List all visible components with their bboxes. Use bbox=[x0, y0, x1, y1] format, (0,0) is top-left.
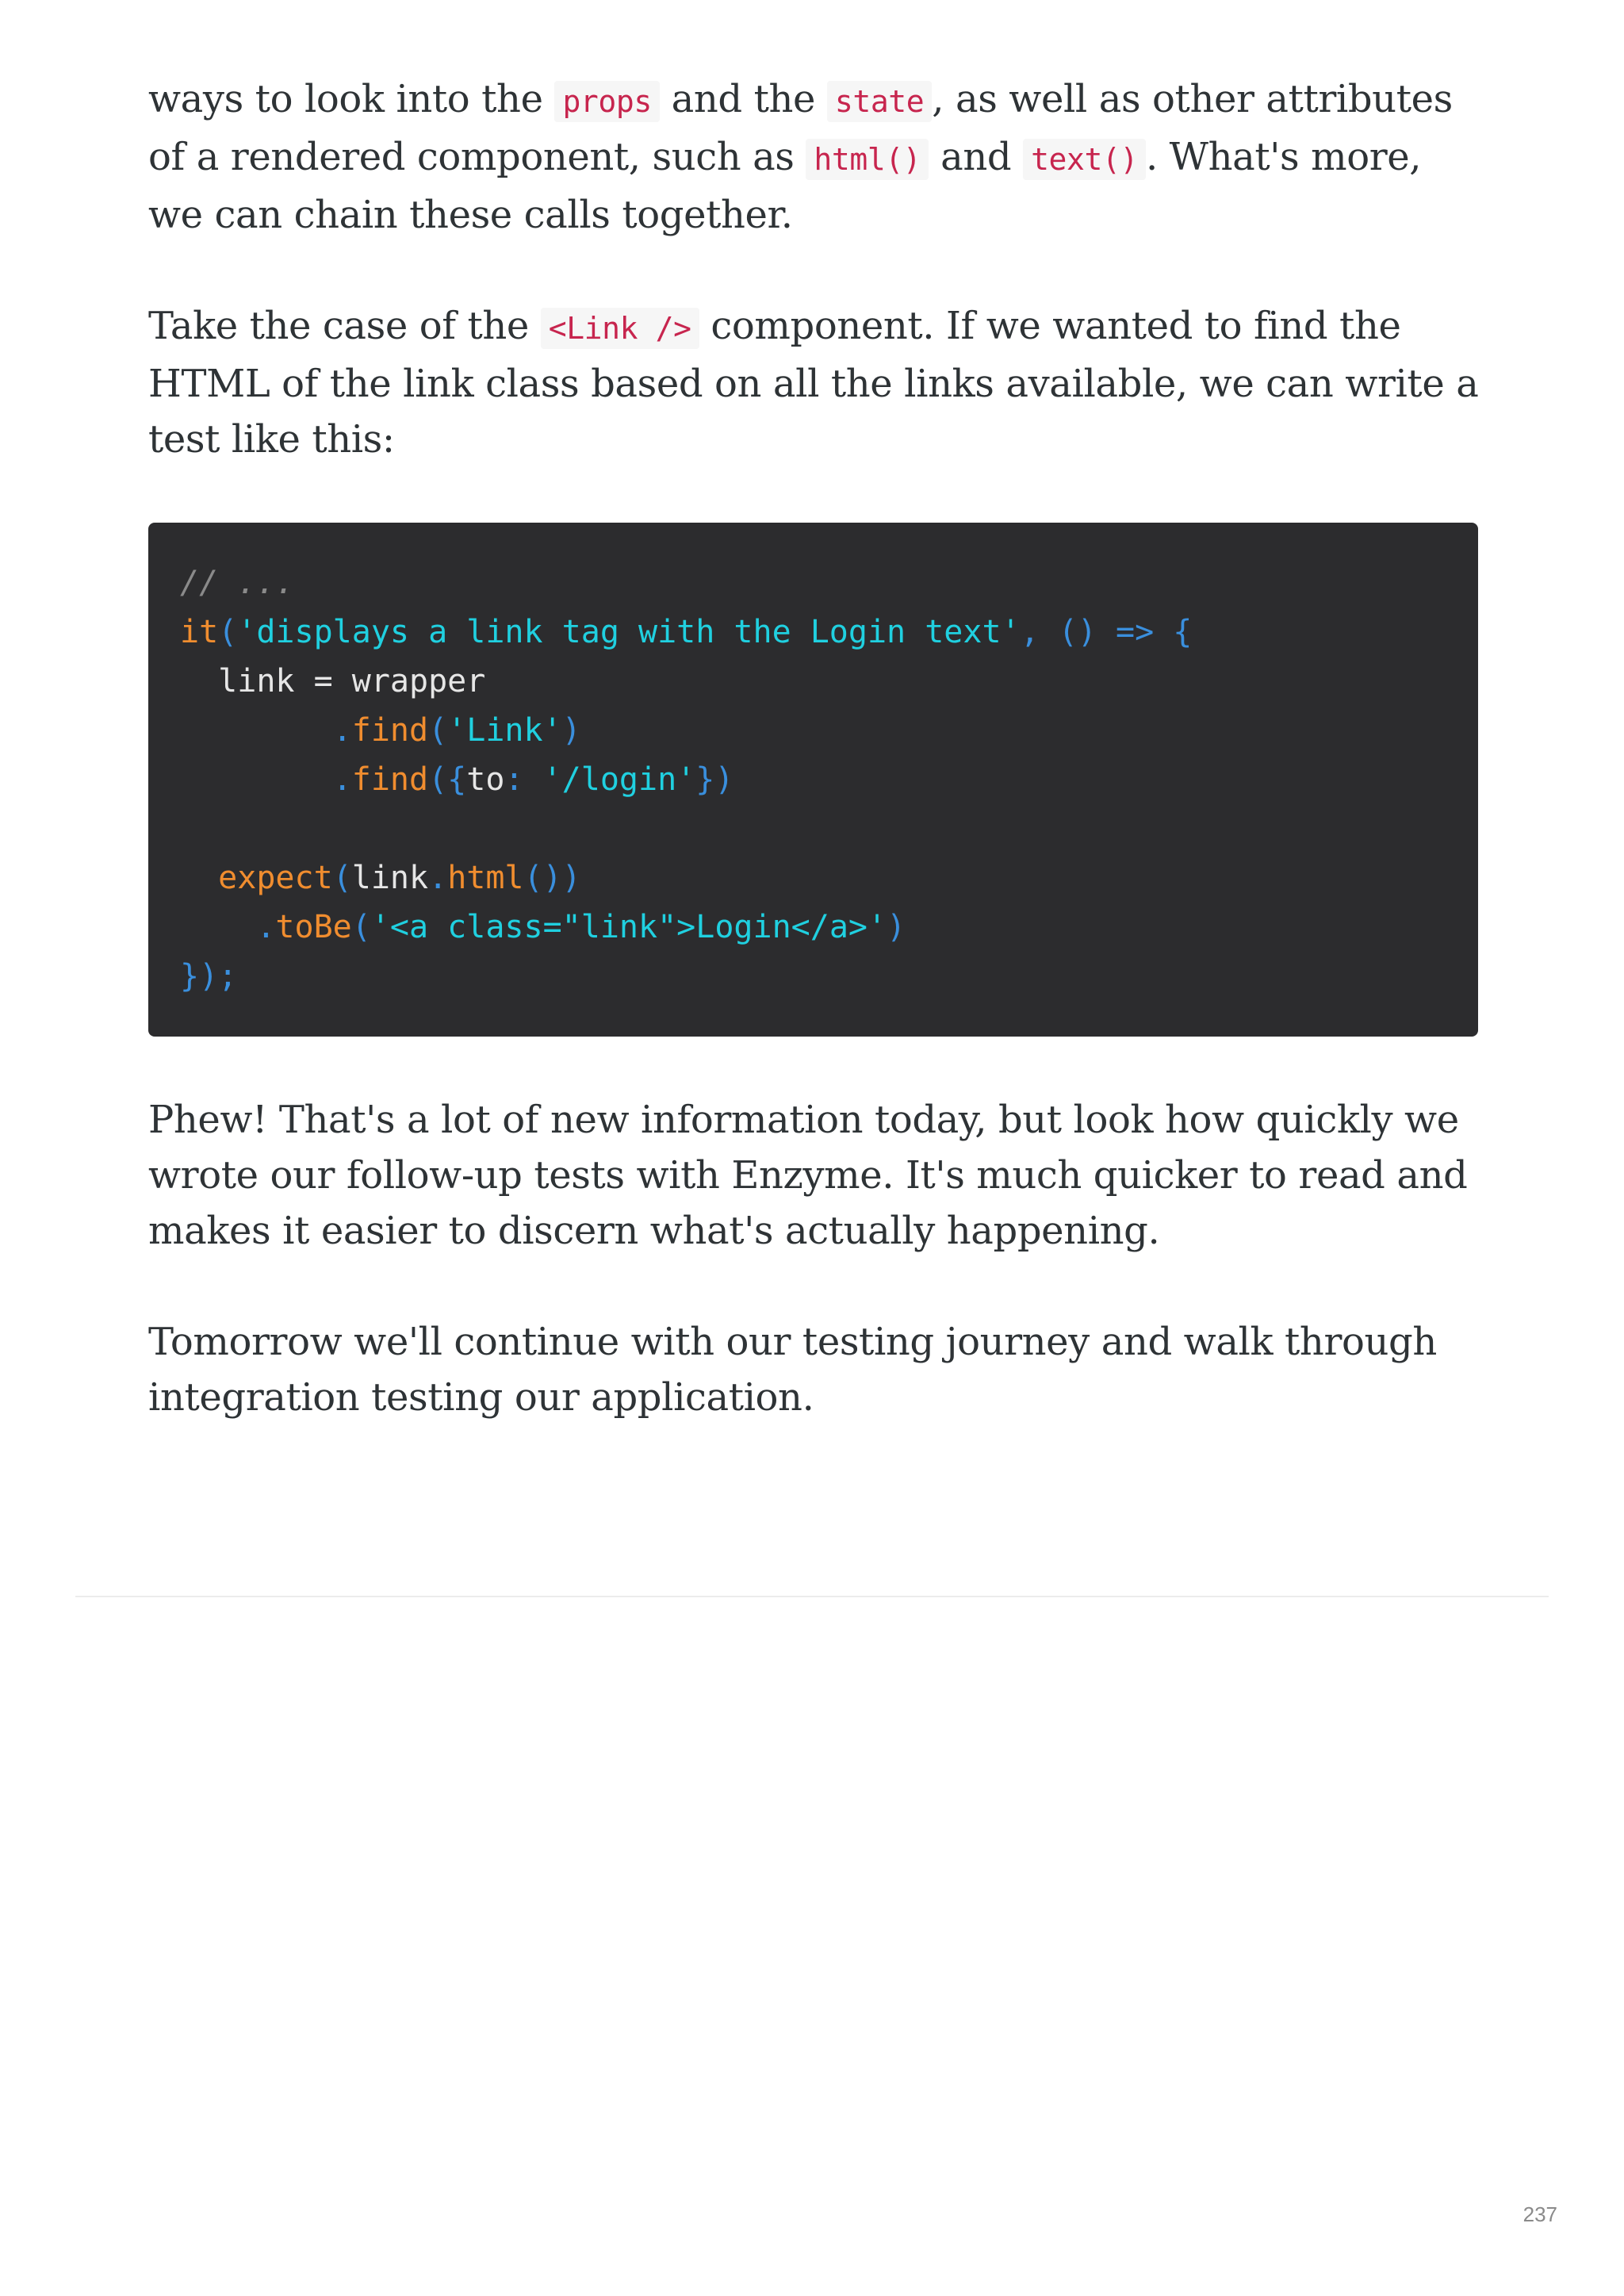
code-line-2: it('displays a link tag with the Login text', () => { bbox=[180, 614, 1193, 650]
inline-code-props: props bbox=[554, 81, 659, 122]
text: ways to look into the bbox=[148, 77, 555, 121]
text: . What's more, we can chain these calls together. bbox=[148, 135, 1422, 237]
code-line-8: .toBe('<a class="link">Login</a>') bbox=[256, 909, 906, 945]
page-number: 237 bbox=[1522, 2202, 1557, 2226]
code-line-1: // ... bbox=[180, 565, 295, 601]
inline-code-html: html() bbox=[806, 139, 929, 180]
code-line-9: }); bbox=[180, 958, 238, 995]
text: Take the case of the bbox=[148, 304, 541, 348]
code-line-5: .find({to: '/login'}) bbox=[332, 761, 734, 798]
code-line-3: link = wrapper bbox=[180, 663, 486, 700]
code-line-6 bbox=[180, 804, 1446, 853]
text: and the bbox=[659, 77, 827, 121]
paragraph-link-example bbox=[148, 298, 1480, 467]
inline-code-state: state bbox=[827, 81, 932, 122]
code-block bbox=[148, 523, 1478, 1037]
paragraph-summary: Phew! That's a lot of new information today, but look how quickly we wrote our follow-up tests with Enzyme. It's much quicker to read and makes it easier to discern what's actually happening. bbox=[148, 1098, 1468, 1253]
footer-divider bbox=[75, 1596, 1549, 1597]
inline-code-link-component: <Link /> bbox=[541, 308, 699, 349]
text: component. If we wanted to find the HTML of the link class based on all the links available, we can write a test like this: bbox=[148, 304, 1479, 462]
text: and bbox=[929, 135, 1024, 179]
code-line-4: .find('Link') bbox=[332, 712, 581, 749]
page-content bbox=[148, 71, 1480, 1425]
inline-code-text: text() bbox=[1023, 139, 1146, 180]
paragraph-methods bbox=[148, 71, 1480, 243]
text: , as well as other attributes of a rendered component, such as bbox=[148, 77, 1453, 179]
code-line-7: expect(link.html()) bbox=[218, 860, 581, 896]
paragraph-next-steps: Tomorrow we'll continue with our testing journey and walk through integration testing our application. bbox=[148, 1320, 1437, 1420]
